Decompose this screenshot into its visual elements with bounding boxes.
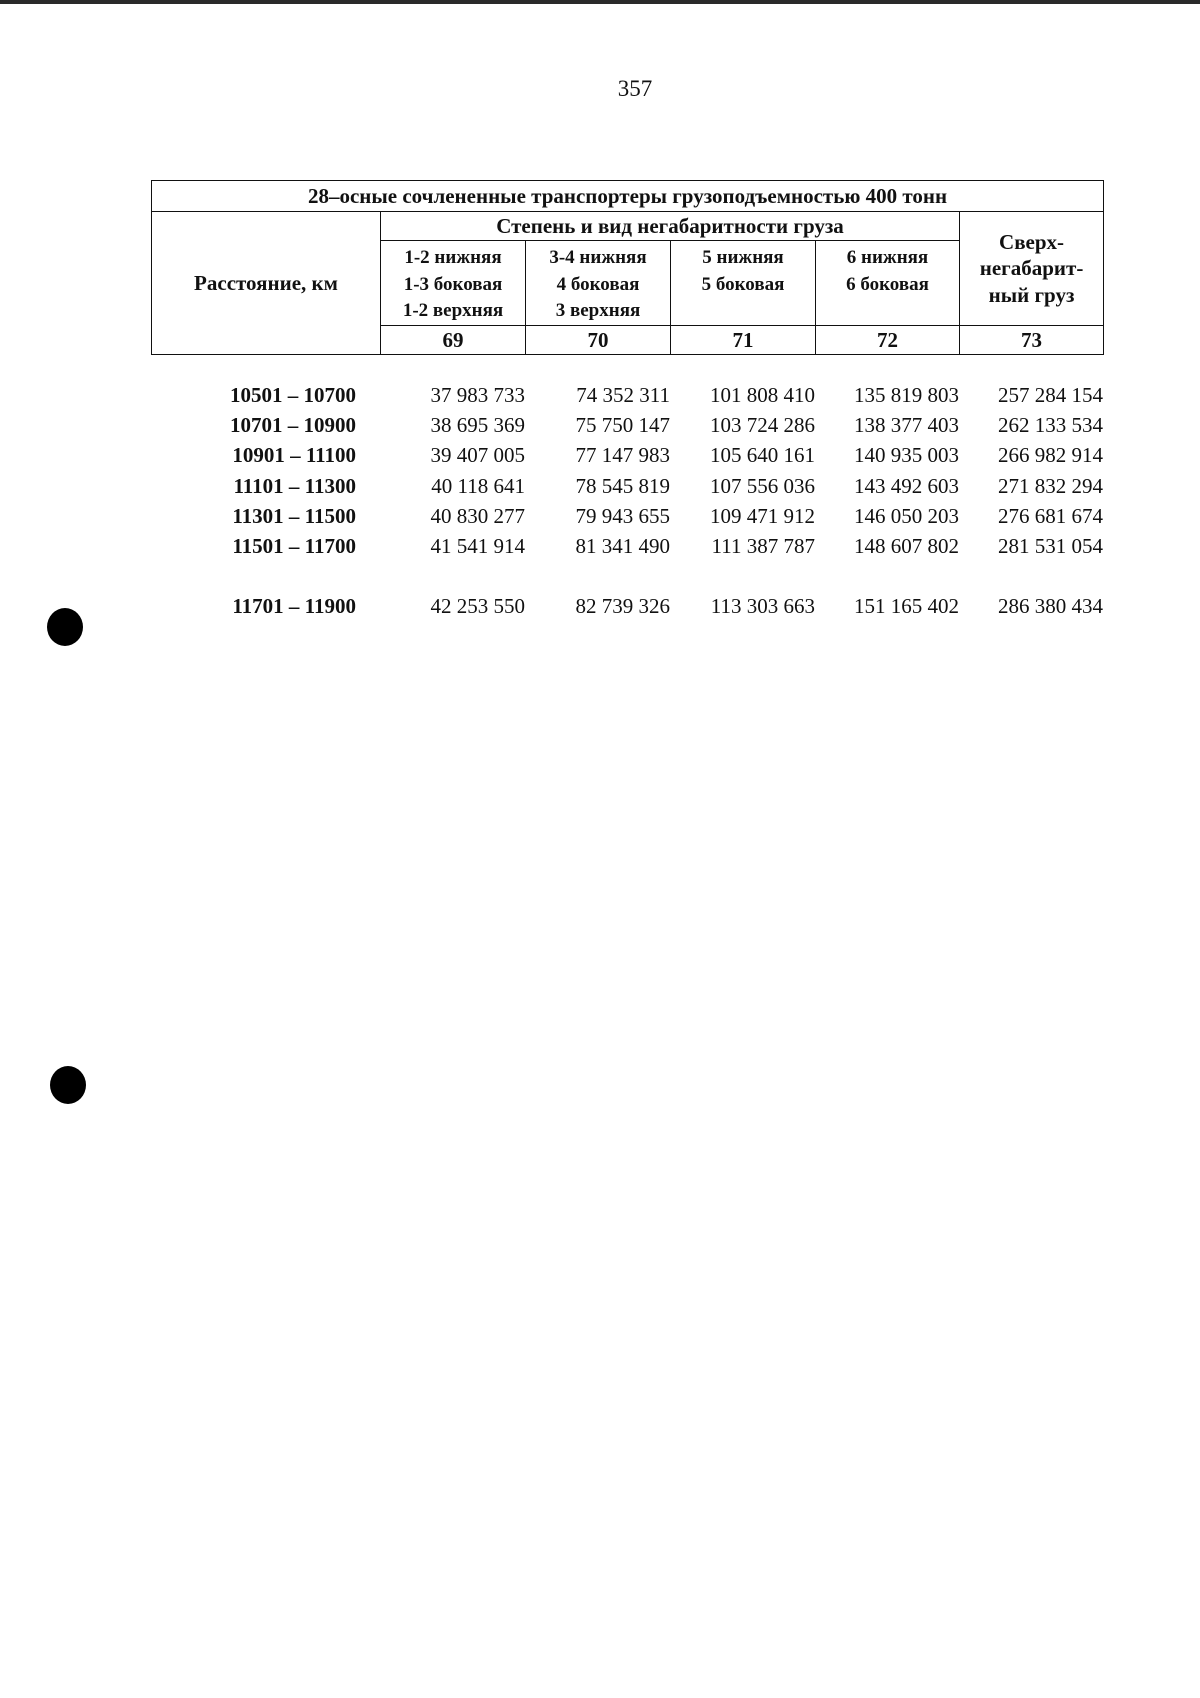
distance-range: 11301 – 11500 <box>232 503 356 528</box>
tariff-value: 148 607 802 <box>854 534 959 559</box>
tariff-value: 101 808 410 <box>710 382 815 407</box>
tariff-value: 271 832 294 <box>998 473 1103 498</box>
distance-range: 11701 – 11900 <box>232 594 356 619</box>
tariff-value: 103 724 286 <box>710 412 815 437</box>
column-header-69 <box>381 241 526 326</box>
distance-column-header: Расстояние, км <box>152 212 381 355</box>
table-title: 28–осные сочлененные транспортеры грузоподъемностью 400 тонн <box>152 181 1104 212</box>
tariff-header-table <box>151 180 1104 355</box>
tariff-value: 257 284 154 <box>998 382 1103 407</box>
distance-range: 10701 – 10900 <box>230 412 356 437</box>
tariff-value: 42 253 550 <box>430 594 525 619</box>
oversize-group-header: Степень и вид негабаритности груза <box>381 212 960 241</box>
column-header-line: 3-4 нижняя <box>549 247 647 268</box>
column-header-72 <box>816 241 960 326</box>
tariff-value: 151 165 402 <box>854 594 959 619</box>
column-header-line: 3 верхняя <box>555 300 641 322</box>
column-number-69: 69 <box>381 325 526 354</box>
tariff-value: 78 545 819 <box>575 473 670 498</box>
distance-range: 10901 – 11100 <box>232 443 356 468</box>
tariff-value: 266 982 914 <box>998 443 1103 468</box>
column-header-line: 1-2 нижняя <box>404 247 502 268</box>
column-number-70: 70 <box>526 325 671 354</box>
tariff-value: 40 830 277 <box>430 503 525 528</box>
tariff-value: 262 133 534 <box>998 412 1103 437</box>
distance-range: 11101 – 11300 <box>233 473 356 498</box>
column-number-73: 73 <box>960 325 1104 354</box>
tariff-value: 37 983 733 <box>430 382 525 407</box>
column-header-line: 1-2 верхняя <box>402 300 504 322</box>
scan-top-edge <box>0 0 1200 4</box>
table-row <box>151 380 1103 410</box>
table-row <box>151 410 1103 440</box>
tariff-value: 40 118 641 <box>431 473 525 498</box>
tariff-value: 276 681 674 <box>998 503 1103 528</box>
tariff-data-table <box>151 380 1103 622</box>
tariff-value: 109 471 912 <box>710 503 815 528</box>
table-row <box>151 441 1103 471</box>
column-header-line: негабарит- <box>979 256 1084 281</box>
table-row <box>151 531 1103 561</box>
tariff-value: 75 750 147 <box>575 412 670 437</box>
tariff-value: 81 341 490 <box>575 534 670 559</box>
punch-hole-bottom <box>50 1066 86 1104</box>
column-header-73 <box>960 212 1104 326</box>
column-header-line: 1-3 боковая <box>403 273 503 295</box>
tariff-value: 79 943 655 <box>575 503 670 528</box>
tariff-value: 143 492 603 <box>854 473 959 498</box>
tariff-value: 140 935 003 <box>854 443 959 468</box>
tariff-value: 74 352 311 <box>576 382 670 407</box>
column-header-line: 5 боковая <box>701 273 785 295</box>
tariff-value: 105 640 161 <box>710 443 815 468</box>
tariff-value: 281 531 054 <box>998 534 1103 559</box>
tariff-value: 39 407 005 <box>430 443 525 468</box>
column-header-line: 6 нижняя <box>846 247 929 268</box>
column-header-line: 5 нижняя <box>702 247 784 268</box>
tariff-value: 286 380 434 <box>998 594 1103 619</box>
column-header-70 <box>526 241 671 326</box>
tariff-value: 107 556 036 <box>710 473 815 498</box>
column-header-line: Сверх- <box>999 230 1065 255</box>
punch-hole-top <box>47 608 83 646</box>
tariff-value: 82 739 326 <box>575 594 670 619</box>
table-row <box>151 592 1103 622</box>
column-number-72: 72 <box>816 325 960 354</box>
row-spacer <box>151 562 1103 592</box>
tariff-value: 113 303 663 <box>710 594 815 619</box>
tariff-value: 41 541 914 <box>430 534 525 559</box>
tariff-value: 38 695 369 <box>430 412 525 437</box>
column-header-line: 6 боковая <box>846 273 929 295</box>
tariff-value: 77 147 983 <box>575 443 670 468</box>
tariff-value: 111 387 787 <box>711 534 815 559</box>
distance-range: 10501 – 10700 <box>230 382 356 407</box>
tariff-value: 135 819 803 <box>854 382 959 407</box>
tariff-value: 138 377 403 <box>854 412 959 437</box>
table-row <box>151 471 1103 501</box>
column-header-line: 4 боковая <box>556 273 640 295</box>
distance-range: 11501 – 11700 <box>232 534 356 559</box>
table-row <box>151 501 1103 531</box>
column-number-71: 71 <box>671 325 816 354</box>
column-header-71 <box>671 241 816 326</box>
tariff-value: 146 050 203 <box>854 503 959 528</box>
page-number: 357 <box>617 76 653 101</box>
column-header-line: ный груз <box>988 282 1075 307</box>
